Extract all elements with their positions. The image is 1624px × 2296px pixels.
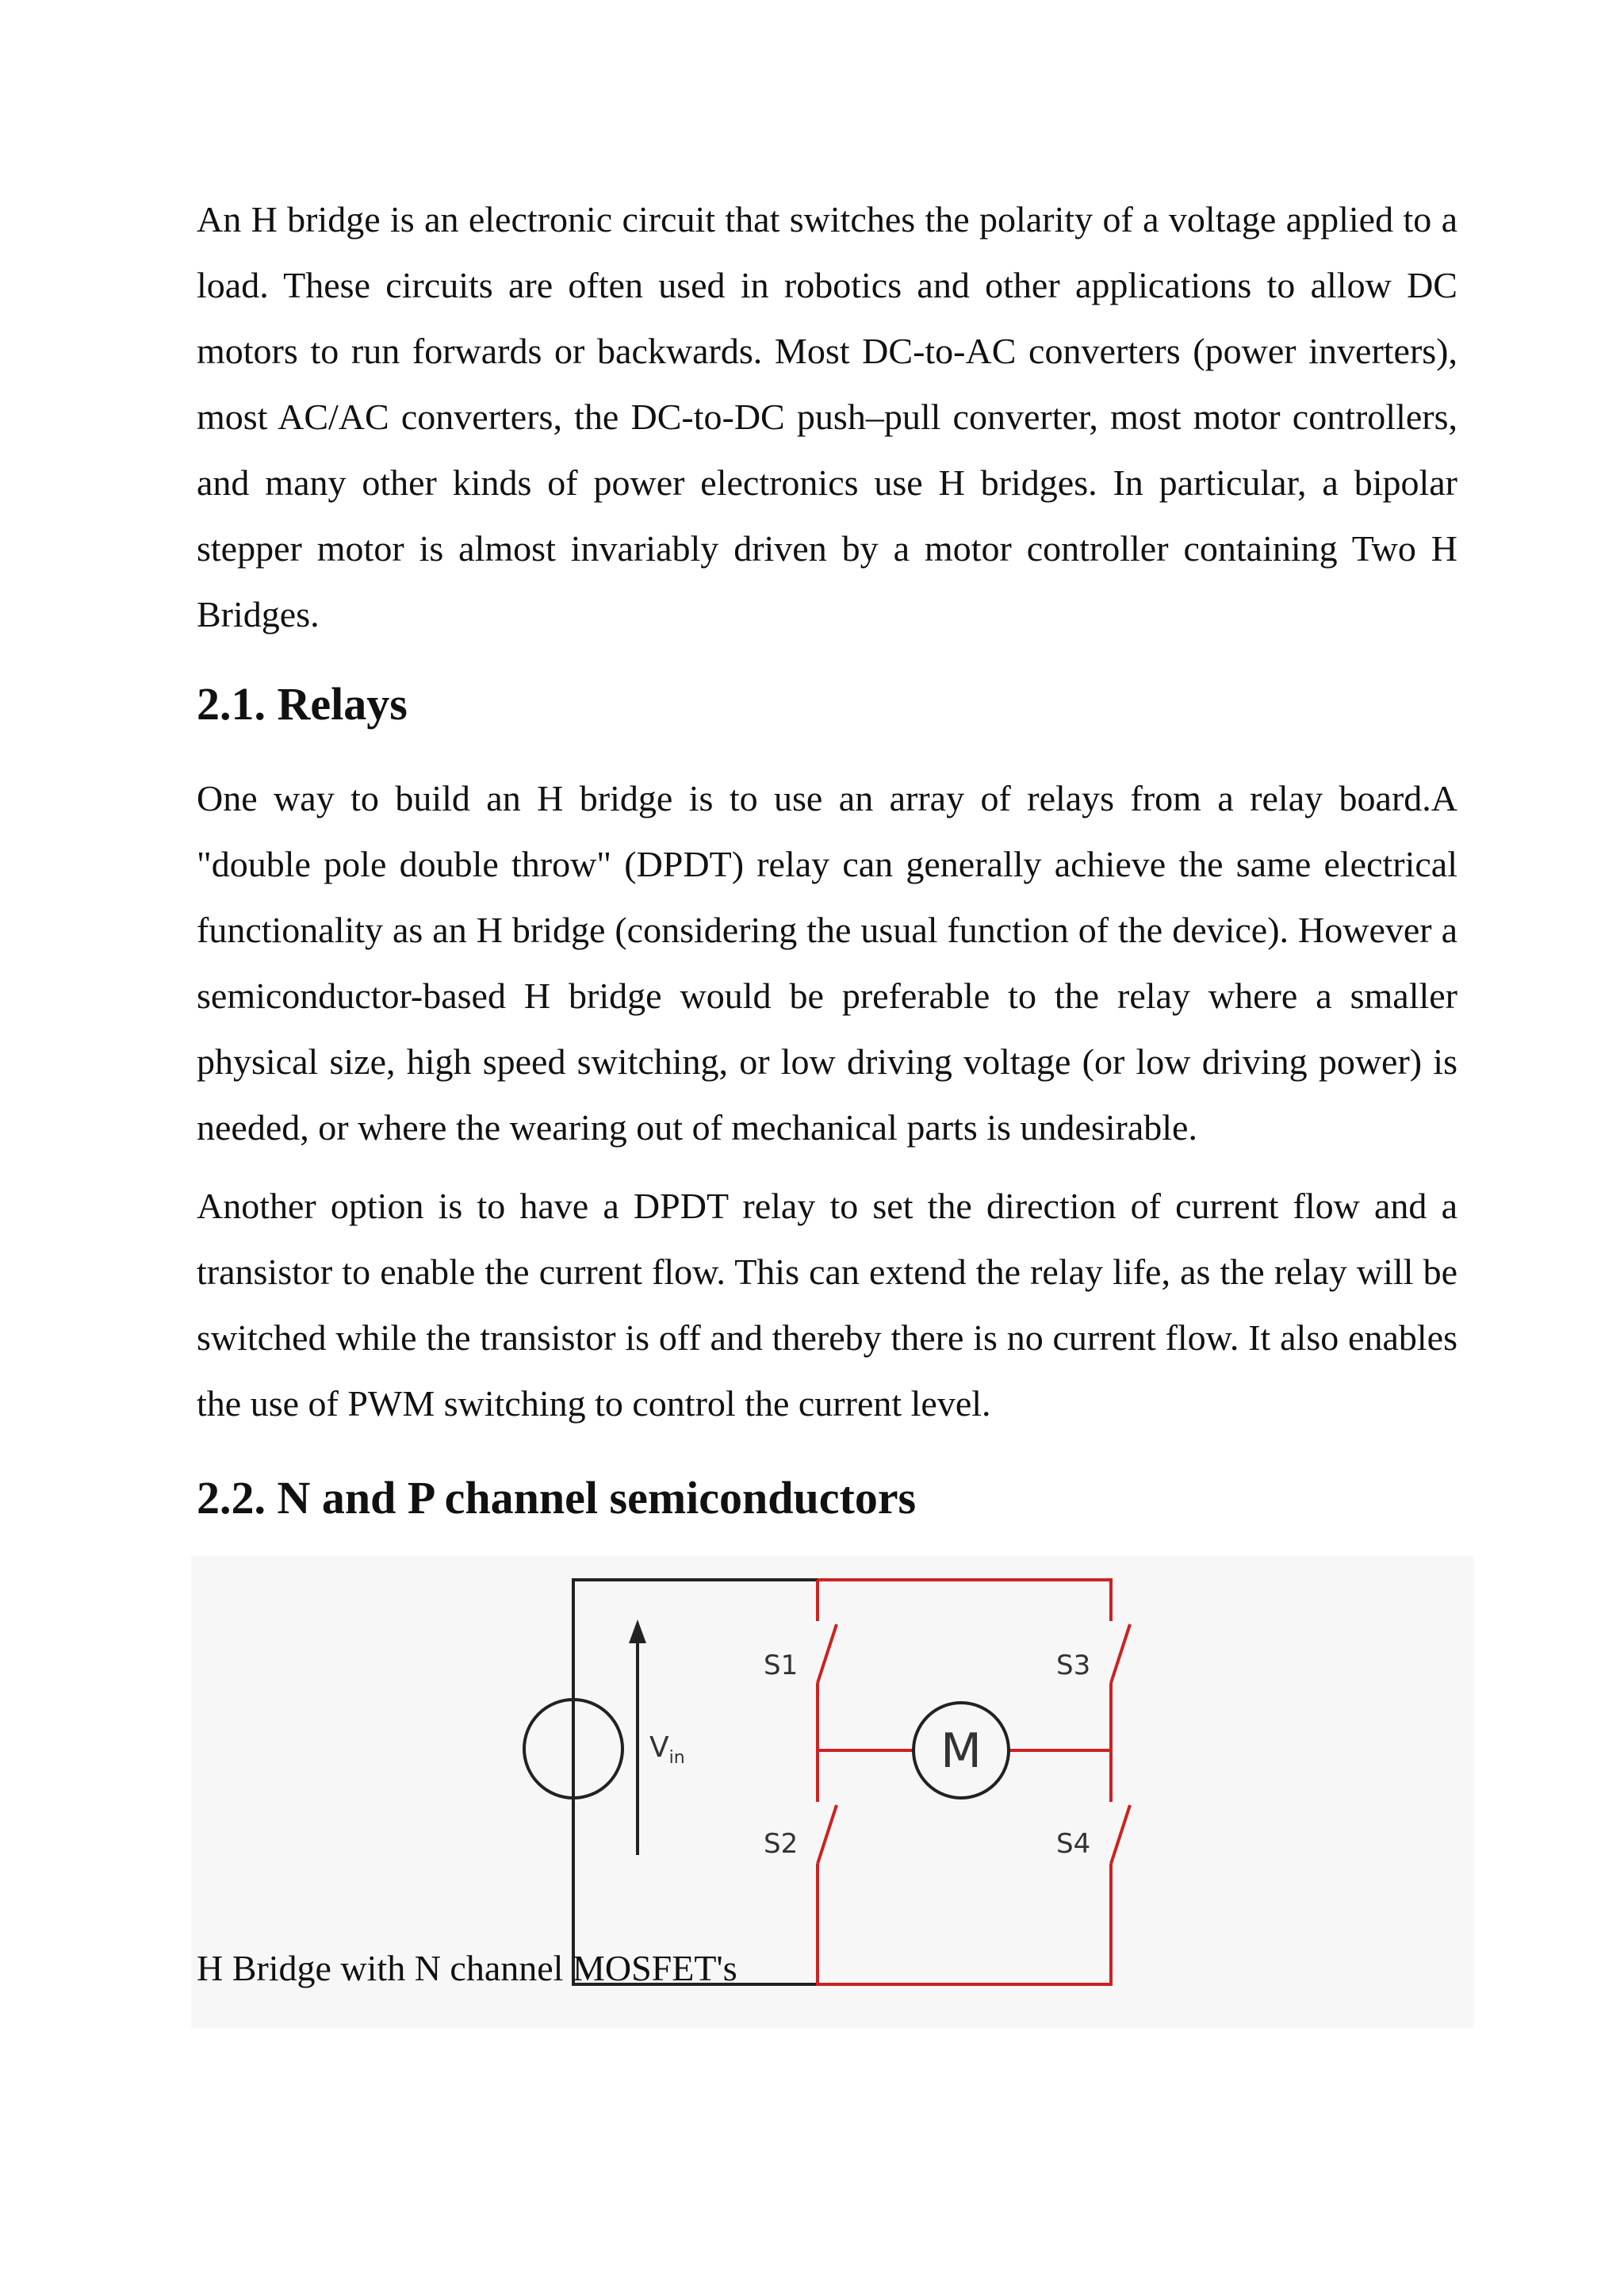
h-bridge-figure — [191, 1556, 1474, 2028]
switch-s1 — [818, 1624, 837, 1683]
heading-semiconductors: 2.2. N and P channel semiconductors — [197, 1472, 917, 1524]
s4-label: S4 — [1056, 1828, 1091, 1860]
s2-label: S2 — [764, 1828, 799, 1860]
motor-label: M — [940, 1723, 982, 1779]
switch-s3 — [1111, 1624, 1130, 1683]
switch-s2 — [818, 1805, 837, 1864]
heading-relays: 2.1. Relays — [197, 678, 408, 730]
s3-label: S3 — [1056, 1650, 1091, 1681]
figure-caption: H Bridge with N channel MOSFET's — [197, 1948, 737, 1988]
vin-arrow — [629, 1619, 646, 1855]
relays-paragraph-2: Another option is to have a DPDT relay to set the direction of current flow and a transistor to enable the current flow. This can extend the relay life, as the relay will be switched while the transistor is off and thereby there is no current flow. It also enables the use of PWM switching to control the current level. — [197, 1186, 1457, 1424]
s1-label: S1 — [764, 1650, 799, 1681]
vin-label: $V_{in}$ — [649, 1731, 685, 1768]
relays-paragraph-1: One way to build an H bridge is to use an array of relays from a relay board.A "double pole double throw" (DPDT) relay can generally achieve the same electrical functionality as an H bridge (considering the usual function of the device). However a semiconductor-based H bridge would be preferable to the relay where a smaller physical size, high speed switching, or low driving voltage (or low driving power) is needed, or where the wearing out of mechanical parts is undesirable. — [197, 778, 1457, 1148]
switch-s4 — [1111, 1805, 1130, 1864]
intro-paragraph: An H bridge is an electronic circuit that switches the polarity of a voltage applied to a load. These circuits are often used in robotics and other applications to allow DC motors to run forwards or backwards. Most DC-to-AC converters (power inverters), most AC/AC converters, the DC-to-DC push–pull converter, most motor controllers, and many other kinds of power electronics use H bridges. In particular, a bipolar stepper motor is almost invariably driven by a motor controller containing Two H Bridges. — [197, 199, 1457, 634]
bridge-wires — [818, 1580, 1111, 1984]
